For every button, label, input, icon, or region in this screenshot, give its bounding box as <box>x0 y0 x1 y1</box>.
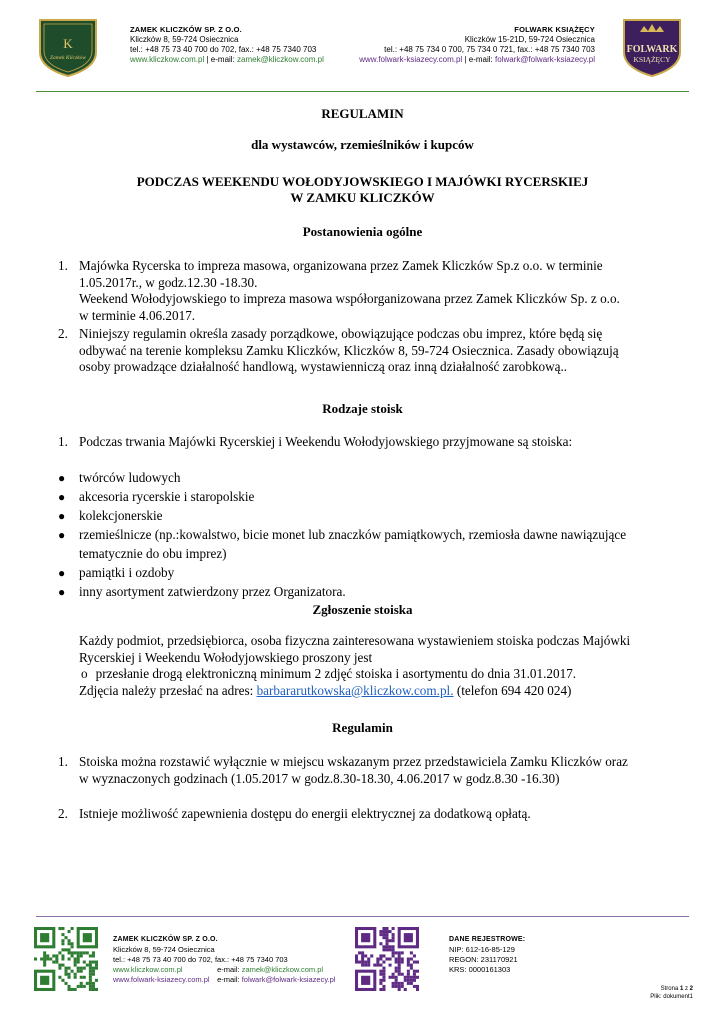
footer-phone: tel.: +48 75 73 40 700 do 702, fax.: +48 75 7340 703 <box>113 955 288 964</box>
document-subtitle: dla wystawców, rzemieślników i kupców <box>251 137 474 152</box>
bullet-item: kolekcjonerskie <box>79 508 163 523</box>
text-span: przesłanie drogą elektroniczną minimum 2 zdjęć stoiska i asortymentu do dnia 31.01.2017. <box>95 666 577 682</box>
event-title-line2: W ZAMKU KLICZKÓW <box>290 190 435 205</box>
page-total: 2 <box>689 986 693 992</box>
footer-reg-title: DANE REJESTROWE: <box>449 936 526 943</box>
page-label: Strona <box>660 986 679 992</box>
header-left-address: Kliczków 8, 59-724 Osiecznica <box>130 35 239 44</box>
footer-divider <box>36 916 689 917</box>
section-heading-registration: Zgłoszenie stoiska <box>312 602 413 617</box>
bullet-icon: ● <box>58 509 66 523</box>
text-span: Zdjęcia należy przesłać na adres: <box>79 682 254 698</box>
section-heading-general: Postanowienia ogólne <box>302 224 423 239</box>
header-left-web-link[interactable]: www.kliczkow.com.pl <box>130 55 205 64</box>
footer-qr-zamek <box>34 927 98 996</box>
text-line: tematycznie do obu imprez) <box>79 545 227 561</box>
qr-code-icon <box>34 927 98 991</box>
qr-code-icon <box>355 927 419 991</box>
header-right-company: FOLWARK KSIĄŻĘCY <box>514 25 595 34</box>
separator: | <box>464 55 467 64</box>
footer-registration <box>449 934 609 975</box>
registration-paragraph <box>79 633 704 699</box>
text-line: Niniejszy regulamin określa zasady porządkowe, obowiązujące podczas obu imprez, które będą się <box>79 326 603 341</box>
text-line: Rycerskiej i Weekendu Wołodyjowskiego proszony jest <box>79 649 373 665</box>
list-item: Istnieje możliwość zapewnienia dostępu do energii elektrycznej za dodatkową opłatą. <box>79 806 531 821</box>
footer-address: Kliczków 8, 59-724 Osiecznica <box>113 945 215 954</box>
list-item <box>79 754 704 787</box>
text-line <box>79 666 704 683</box>
bullet-icon: ● <box>58 528 66 542</box>
bullet-icon: ● <box>58 585 66 599</box>
header-right-email-link[interactable]: folwark@folwark-ksiazecy.pl <box>495 55 595 64</box>
header-right-contact <box>335 25 595 65</box>
bullet-item: twórców ludowych <box>79 470 181 485</box>
separator: | <box>206 55 209 64</box>
text-line <box>79 683 704 700</box>
footer-contact <box>113 934 353 985</box>
event-title-line1: PODCZAS WEEKENDU WOŁODYJOWSKIEGO I MAJÓWKI RYCERSKIEJ <box>136 174 589 189</box>
footer-web-link-2[interactable]: www.folwark-ksiazecy.com.pl <box>113 975 210 984</box>
list-number: 1. <box>58 434 68 449</box>
text-line: Stoiska można rozstawić wyłącznie w miejscu wskazanym przez przedstawiciela Zamku Kliczków oraz <box>79 754 628 769</box>
page-indicator <box>650 985 693 1001</box>
svg-text:KSIĄŻĘCY: KSIĄŻĘCY <box>633 55 671 64</box>
list-number: 1. <box>58 754 68 769</box>
text-line: w terminie 4.06.2017. <box>79 307 196 323</box>
bullet-item <box>79 527 704 562</box>
page-number: 1 <box>679 986 684 992</box>
text-span: (telefon 694 420 024) <box>456 682 572 698</box>
section-heading-stand-types: Rodzaje stoisk <box>322 401 403 416</box>
footer-krs: KRS: 0000161303 <box>449 965 511 974</box>
list-item <box>79 258 699 324</box>
header-divider <box>36 91 689 92</box>
header-right-phone: tel.: +48 75 734 0 700, 75 734 0 721, fax.: +48 75 7340 703 <box>384 45 595 54</box>
header-right-address: Kliczków 15-21D, 59-724 Osiecznica <box>464 35 595 44</box>
footer-email-link-2[interactable]: folwark@folwark-ksiazecy.pl <box>241 975 336 984</box>
svg-text:K: K <box>63 36 73 51</box>
email-label: e-mail: <box>217 965 240 974</box>
text-line: 1.05.2017r., w godz.12.30 -18.30. <box>79 274 258 290</box>
footer-email-link-1[interactable]: zamek@kliczkow.com.pl <box>241 965 324 974</box>
bullet-item: akcesoria rycerskie i staropolskie <box>79 489 255 504</box>
email-label: e-mail: <box>217 975 240 984</box>
page-of: z <box>684 986 688 992</box>
text-line: odbywać na terenie kompleksu Zamku Kliczków, Kliczków 8, 59-724 Osiecznica. Zasady obowiązują <box>79 342 619 358</box>
footer-regon: REGON: 231170921 <box>449 955 518 964</box>
text-line: w wyznaczonych godzinach (1.05.2017 w godz.8.30-18.30, 4.06.2017 w godz.8.30 -16.30) <box>79 770 560 786</box>
list-marker: o <box>81 666 88 682</box>
header-logo-folwark <box>620 18 684 83</box>
text-line: osoby prowadzące działalność handlową, wystawienniczą oraz inną działalność zarobkową.. <box>79 359 568 375</box>
list-number: 2. <box>58 326 68 341</box>
header-right-web-link[interactable]: www.folwark-ksiazecy.com.pl <box>359 55 463 64</box>
header-logo-zamek <box>36 18 100 83</box>
header-left-email-link[interactable]: zamek@kliczkow.com.pl <box>237 55 324 64</box>
text-line: Każdy podmiot, przedsiębiorca, osoba fizyczna zainteresowana wystawieniem stoiska podczas Majówki <box>79 633 631 648</box>
bullet-icon: ● <box>58 490 66 504</box>
bullet-item: pamiątki i ozdoby <box>79 565 175 580</box>
bullet-item: inny asortyment zatwierdzony przez Organizatora. <box>79 584 346 599</box>
file-name: Plik: dokument1 <box>650 994 693 1000</box>
header-left-company: ZAMEK KLICZKÓW SP. Z O.O. <box>130 25 242 34</box>
footer-qr-folwark <box>355 927 419 996</box>
bullet-icon: ● <box>58 566 66 580</box>
header-left-contact <box>130 25 370 65</box>
text-line: Weekend Wołodyjowskiego to impreza masowa współorganizowana przez Zamek Kliczków Sp. z o.o. <box>79 291 620 307</box>
list-number: 1. <box>58 258 68 273</box>
footer-company: ZAMEK KLICZKÓW SP. Z O.O. <box>113 936 218 943</box>
email-label: e-mail: <box>468 55 493 64</box>
svg-text:Zamek Kliczków: Zamek Kliczków <box>49 55 87 61</box>
document-title: REGULAMIN <box>321 106 404 121</box>
svg-text:FOLWARK: FOLWARK <box>626 44 678 55</box>
footer-web-link-1[interactable]: www.kliczkow.com.pl <box>113 965 183 974</box>
header-left-phone: tel.: +48 75 73 40 700 do 702, fax.: +48 75 7340 703 <box>130 45 317 54</box>
list-number: 2. <box>58 806 68 821</box>
text-line: rzemieślnicze (np.:kowalstwo, bicie monet lub znaczków pamiątkowych, rzemiosła dawne nawiązujące <box>79 527 627 542</box>
folwark-ksiazecy-shield-icon <box>620 18 684 78</box>
list-item <box>79 326 699 376</box>
section-heading-rules: Regulamin <box>332 720 393 735</box>
text-line: Majówka Rycerska to impreza masowa, organizowana przez Zamek Kliczków Sp.z o.o. w terminie <box>79 258 603 273</box>
footer-nip: NIP: 612-16-85-129 <box>449 945 515 954</box>
zamek-kliczkow-shield-icon <box>36 18 100 78</box>
bullet-icon: ● <box>58 471 66 485</box>
list-item: Podczas trwania Majówki Rycerskiej i Weekendu Wołodyjowskiego przyjmowane są stoiska: <box>79 434 573 449</box>
email-label: e-mail: <box>210 55 235 64</box>
contact-email-link[interactable]: barbararutkowska@kliczkow.com.pl. <box>256 682 454 698</box>
